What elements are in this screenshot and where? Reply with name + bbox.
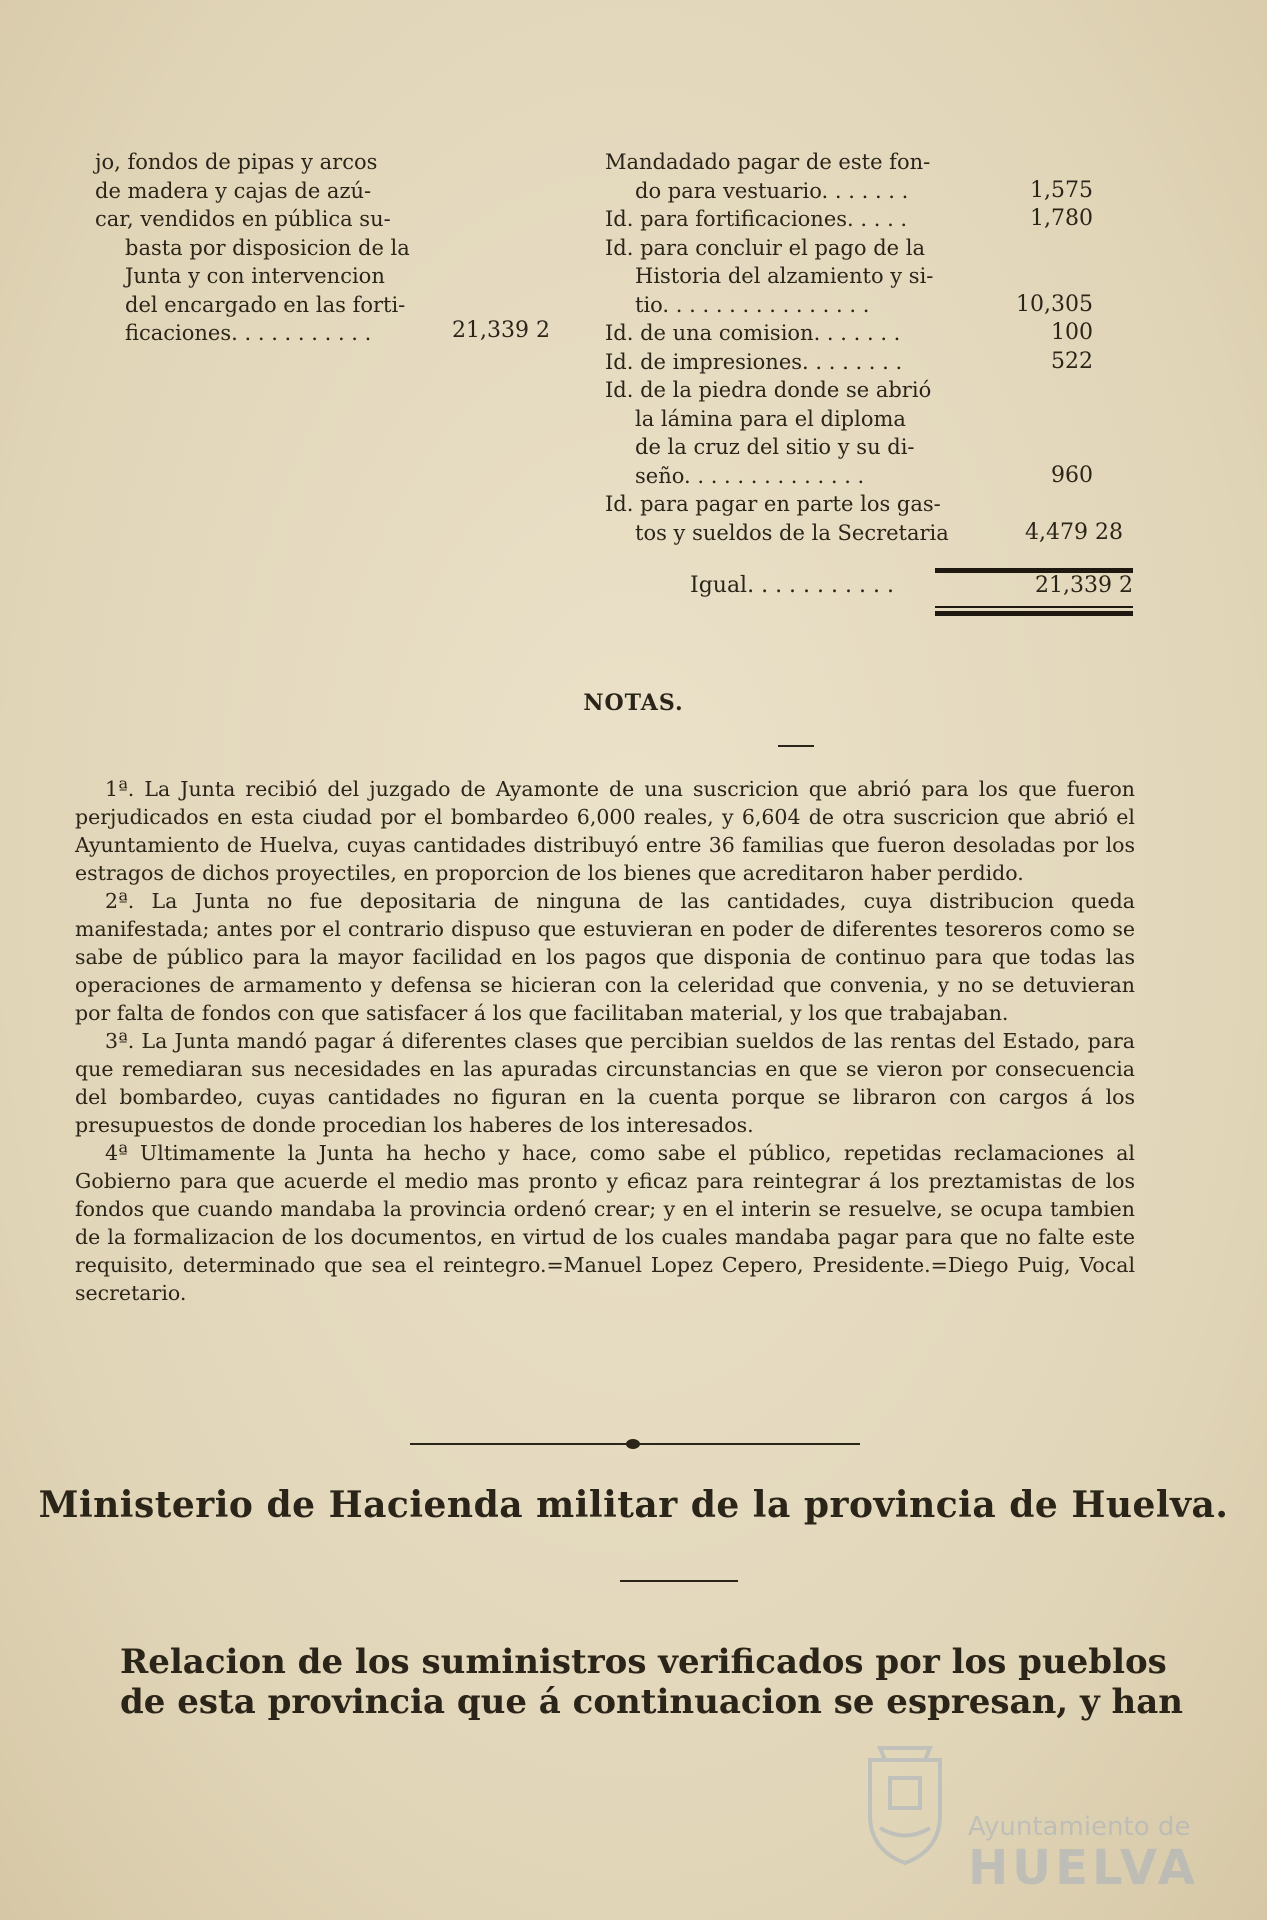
- heading-rule: [620, 1580, 738, 1582]
- expense-entry: [605, 376, 1125, 490]
- note-paragraph: 2ª. La Junta no fue depositaria de ninguna de las cantidades, cuya distribucion queda manifestada; antes por el contrario dispuso que estuvieran en poder de diferentes tesoreros como se sabe de público para la mayor facilidad en los pagos que disponia de continuo para que todas las operaciones de armamento y defensa se hicieran con la celeridad que convenia, y no se detuvieran por falta de fondos con que satisfacer á los que facilitaban material, y los que trabajaban.: [75, 889, 1135, 1025]
- entry-amount: 100: [1051, 320, 1093, 345]
- total-label: Igual. . . . . . . . . . .: [690, 573, 894, 598]
- section-separator: [410, 1443, 860, 1445]
- entry-line: seño. . . . . . . . . . . . . .: [635, 463, 865, 488]
- entry-line: Id. para concluir el pago de la: [605, 235, 925, 260]
- entry-amount: 10,305: [1016, 291, 1093, 317]
- total-rule-bottom: [935, 606, 1133, 616]
- notes-body: [75, 775, 1135, 1307]
- watermark-text-line2: HUELVA: [968, 1840, 1199, 1896]
- entry-line: Mandadado pagar de este fon-: [605, 150, 931, 174]
- ministry-heading: Ministerio de Hacienda militar de la provincia de Huelva.: [38, 1484, 1229, 1526]
- expense-entry: [605, 319, 1125, 348]
- expense-entry: [605, 205, 1125, 234]
- relacion-line: de esta provincia que á continuacion se espresan, y han: [120, 1682, 1184, 1722]
- total-row: [690, 573, 1135, 598]
- left-line: jo, fondos de pipas y arcos: [95, 150, 378, 174]
- entry-line: Id. de la piedra donde se abrió: [605, 378, 932, 402]
- entry-line: de la cruz del sitio y su di-: [635, 435, 915, 459]
- entry-line: Id. para pagar en parte los gas-: [605, 492, 941, 516]
- entry-amount: 4,479 28: [1025, 519, 1123, 545]
- notes-divider: [778, 745, 814, 747]
- note-paragraph: 1ª. La Junta recibió del juzgado de Ayamonte de una suscricion que abrió para los que fueron perjudicados en esta ciudad por el bombardeo 6,000 reales, y 6,604 de otra suscricion que abrió el Ayuntamiento de Huelva, cuyas cantidades distribuyó entre 36 familias que fueron desoladas por los estragos de dichos proyectiles, en proporcion de los bienes que acreditaron haber perdido.: [75, 777, 1135, 885]
- left-total-amount: 21,339 2: [452, 318, 550, 343]
- relacion-line: Relacion de los suministros verificados por los pueblos: [120, 1642, 1167, 1682]
- entry-line: Id. de impresiones. . . . . . . .: [605, 349, 903, 374]
- entry-amount: 522: [1051, 348, 1093, 374]
- left-line: del encargado en las forti-: [125, 292, 406, 317]
- left-column: [95, 148, 415, 348]
- total-amount: 21,339 2: [1035, 573, 1133, 598]
- expense-entry: [605, 348, 1125, 377]
- expense-entry: [605, 234, 1125, 320]
- entry-line: do para vestuario. . . . . . .: [635, 178, 909, 203]
- watermark-text-line1: Ayuntamiento de: [968, 1812, 1191, 1842]
- notes-heading: NOTAS.: [583, 690, 684, 716]
- entry-line: tos y sueldos de la Secretaria: [635, 520, 949, 545]
- left-line: Junta y con intervencion: [125, 264, 385, 288]
- note-paragraph: 3ª. La Junta mandó pagar á diferentes clases que percibian sueldos de las rentas del Estado, para que remediaran sus necesidades en las apuradas circunstancias en que se vieron por consecuencia del bombardeo, cuyas cantidades no figuran en la cuenta porque se libraron con cargos á los presupuestos de donde procedian los haberes de los interesados.: [75, 1029, 1135, 1137]
- entry-line: Id. de una comision. . . . . . .: [605, 321, 901, 345]
- entry-line: Id. para fortificaciones. . . . .: [605, 207, 908, 231]
- expense-entry: [605, 148, 1125, 205]
- right-column: [605, 148, 1125, 547]
- entry-line: Historia del alzamiento y si-: [635, 264, 934, 288]
- coat-of-arms-icon: [850, 1740, 960, 1870]
- left-line: basta por disposicion de la: [125, 235, 410, 260]
- note-paragraph: 4ª Ultimamente la Junta ha hecho y hace, como sabe el público, repetidas reclamaciones al Gobierno para que acuerde el medio mas pronto y eficaz para reintegrar á los preztamistas de los fondos que cuando mandaba la provincia ordenó crear; y en el interin se resuelve, se ocupa tambien de la formalizacion de los documentos, en virtud de los cuales mandaba pagar para que no falte este requisito, determinado que sea el reintegro.=Manuel Lopez Cepero, Presidente.=Diego Puig, Vocal secretario.: [75, 1141, 1135, 1305]
- left-line: car, vendidos en pública su-: [95, 207, 391, 231]
- entry-amount: 1,575: [1030, 177, 1093, 203]
- entry-amount: 960: [1051, 462, 1093, 488]
- expense-entry: [605, 490, 1125, 547]
- entry-line: la lámina para el diploma: [635, 406, 906, 431]
- left-line: de madera y cajas de azú-: [95, 178, 372, 203]
- entry-line: tio. . . . . . . . . . . . . . . .: [635, 292, 870, 317]
- left-line: ficaciones. . . . . . . . . . .: [125, 321, 372, 345]
- relacion-heading: [120, 1642, 1184, 1722]
- entry-amount: 1,780: [1030, 206, 1093, 231]
- watermark: [850, 1740, 1210, 1900]
